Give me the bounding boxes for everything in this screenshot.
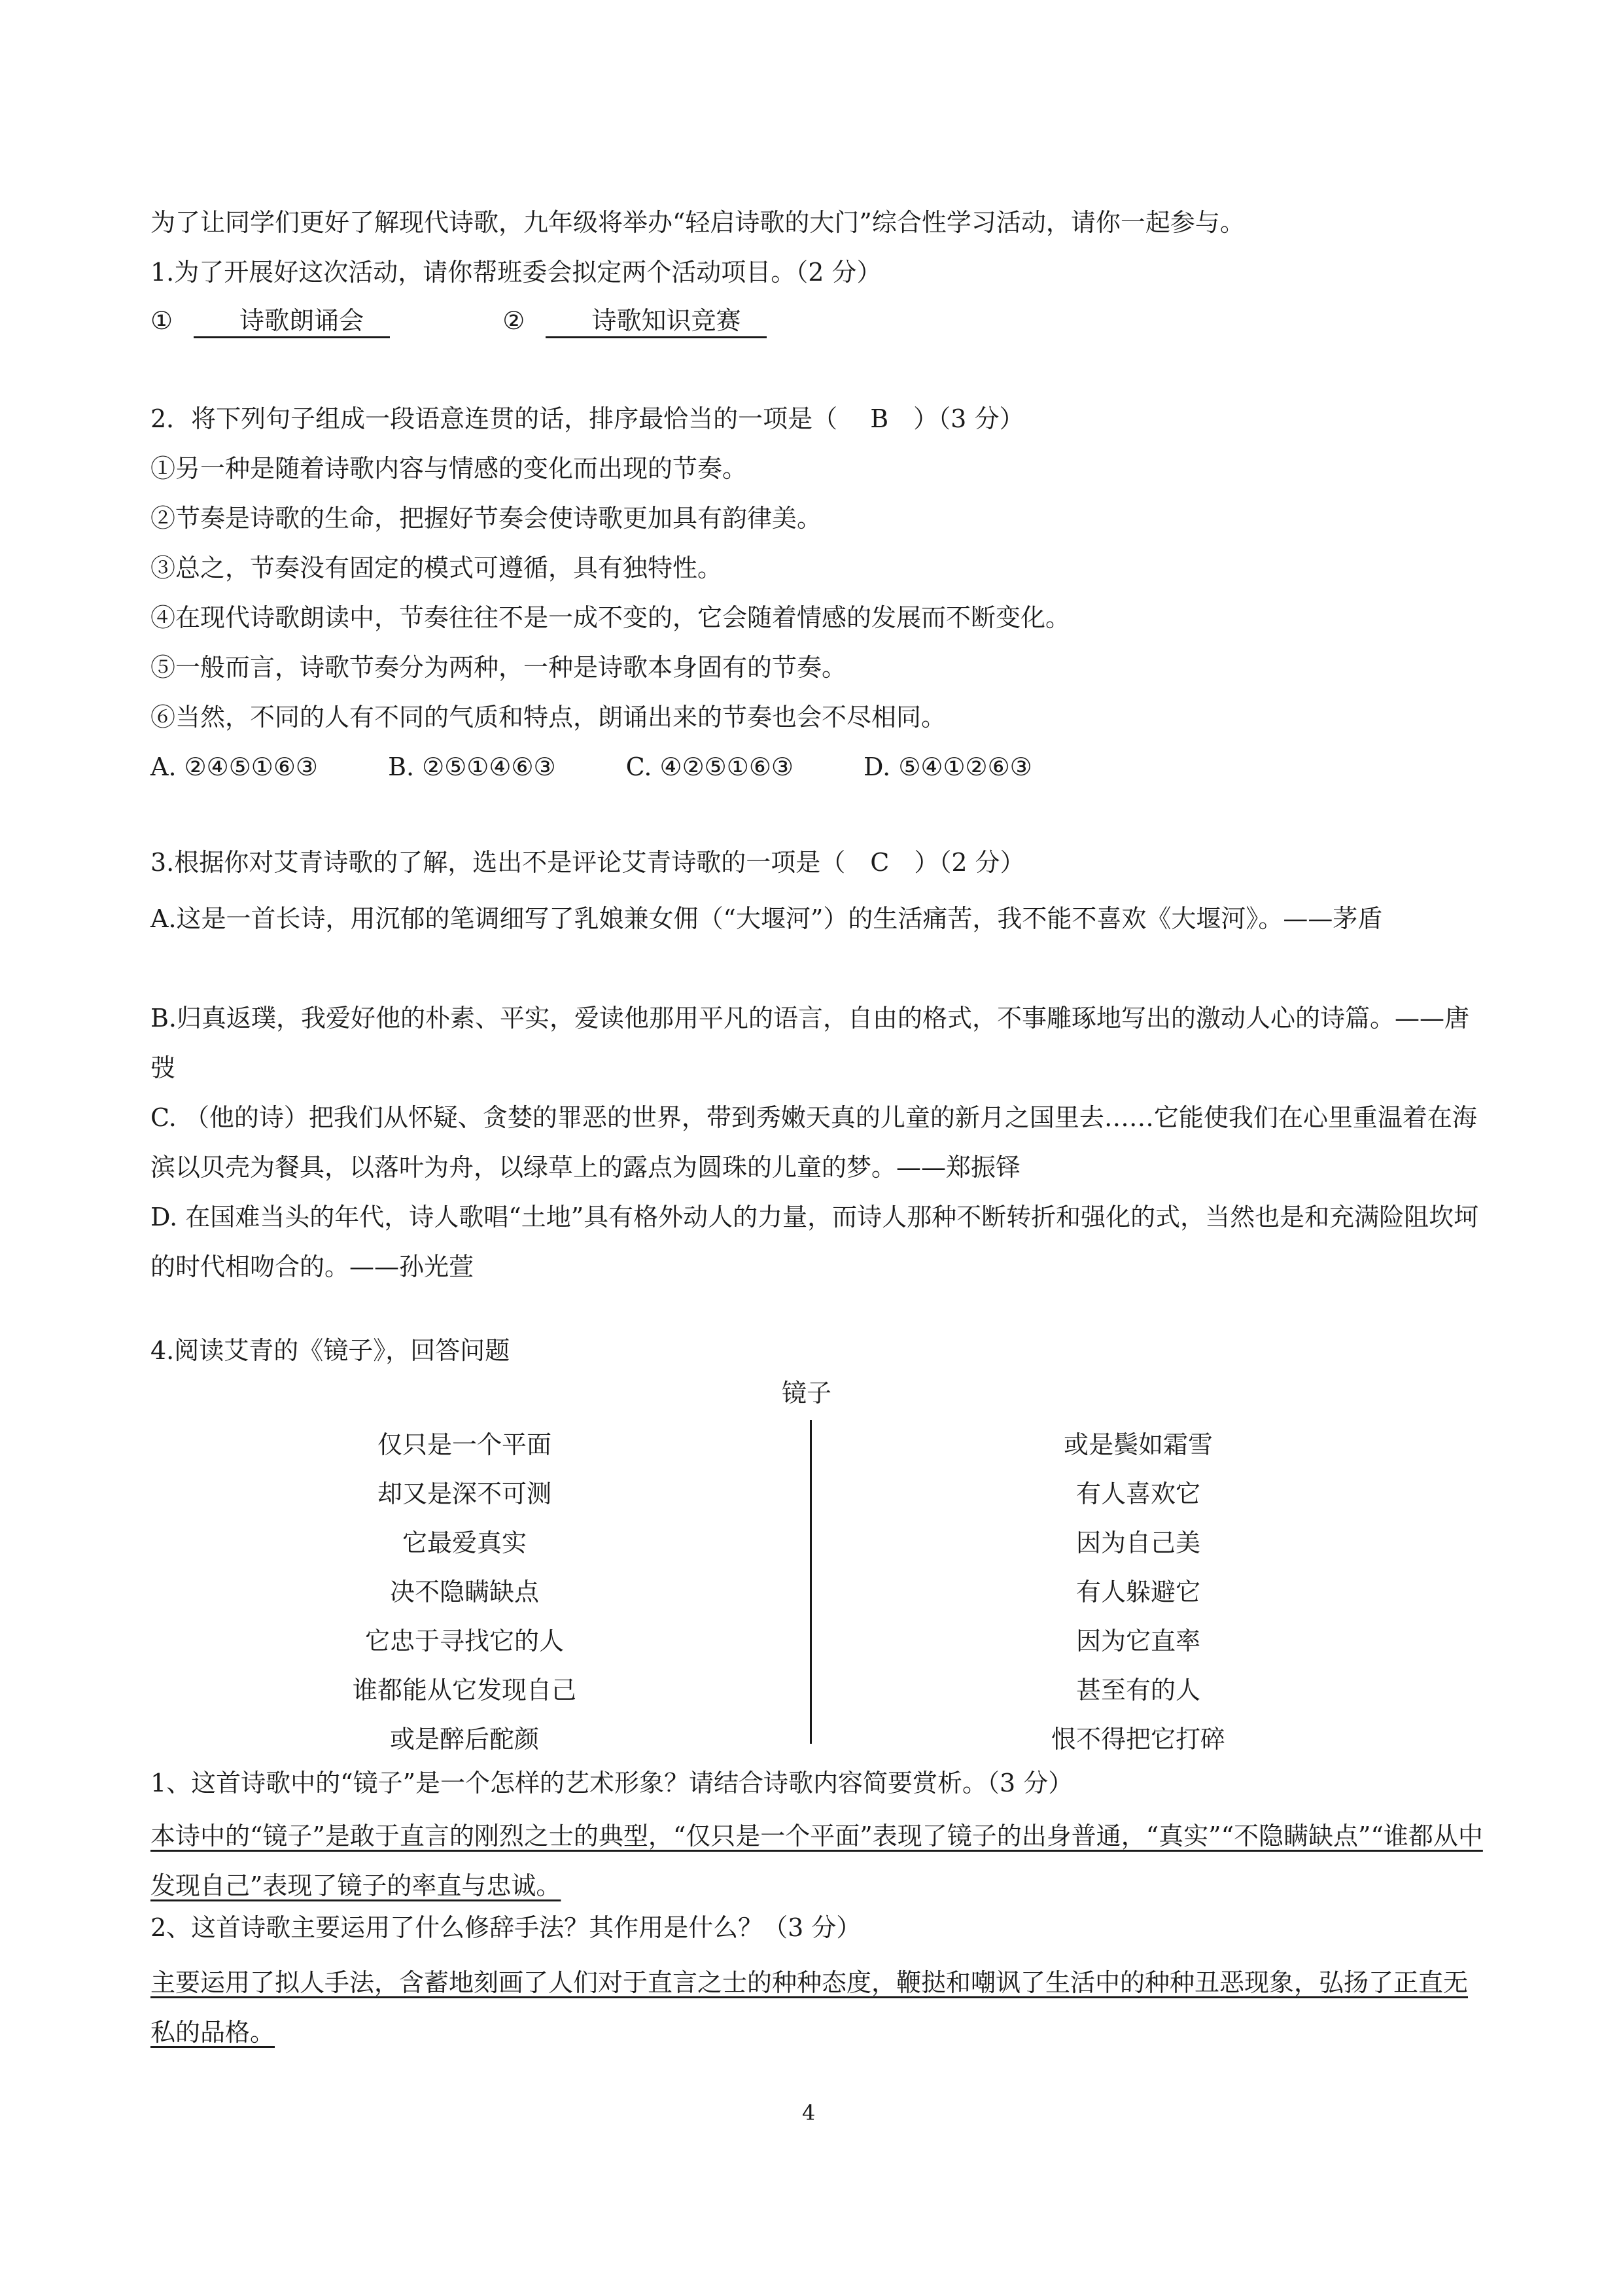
q2-sentence: ①另一种是随着诗歌内容与情感的变化而出现的节奏。 xyxy=(150,454,748,483)
q4-sub1-answer: 本诗中的“镜子”是敢于直言的刚烈之士的典型，“仅只是一个平面”表现了镜子的出身普通，“真实”“不隐瞒缺点”“谁都从中发现自己”表现了镜子的率直与忠诚。 xyxy=(150,1822,1483,1900)
q4-sub2-prompt: 2、这首诗歌主要运用了什么修辞手法？其作用是什么？（3 分） xyxy=(150,1913,862,1942)
q3-option-b: B.归真返璞，我爱好他的朴素、平实，爱读他那用平凡的语言，自由的格式，不事雕琢地写出的激动人心的诗篇。——唐弢 xyxy=(150,1004,1470,1082)
q4-sub1-prompt: 1、这首诗歌中的“镜子”是一个怎样的艺术形象？请结合诗歌内容简要赏析。（3 分） xyxy=(150,1769,1073,1797)
q1-marker-2: ② xyxy=(502,306,525,335)
poem-right-line: 或是鬓如霜雪 xyxy=(1063,1430,1213,1459)
page-number: 4 xyxy=(802,2100,816,2125)
q3-option-d: D. 在国难当头的年代，诗人歌唱“土地”具有格外动人的力量，而诗人那种不断转折和强化的式，当然也是和充满险阻坎坷的时代相吻合的。——孙光萱 xyxy=(150,1203,1479,1281)
poem-left-line: 仅只是一个平面 xyxy=(377,1430,551,1459)
poem-divider xyxy=(810,1420,812,1744)
poem-title: 镜子 xyxy=(782,1379,832,1407)
q2-prompt: 2．将下列句子组成一段语意连贯的话，排序最恰当的一项是（ B ）（3 分） xyxy=(150,404,1024,433)
q1-prompt: 1.为了开展好这次活动，请你帮班委会拟定两个活动项目。（2 分） xyxy=(150,258,882,287)
q1-answer-2: 诗歌知识竞赛 xyxy=(546,305,767,338)
q3-prompt: 3.根据你对艾青诗歌的了解，选出不是评论艾青诗歌的一项是（ C ）（2 分） xyxy=(150,848,1025,877)
q2-sentence: ④在现代诗歌朗读中，节奏往往不是一成不变的，它会随着情感的发展而不断变化。 xyxy=(150,603,1071,632)
q2-option-c: C. ④②⑤①⑥③ xyxy=(625,752,794,781)
q4-prompt: 4.阅读艾青的《镜子》，回答问题 xyxy=(150,1336,510,1365)
poem-left-line: 谁都能从它发现自己 xyxy=(352,1676,576,1704)
poem-left-line: 或是醉后酡颜 xyxy=(389,1725,539,1754)
poem-right-line: 因为自己美 xyxy=(1075,1528,1200,1557)
q2-sentence: ②节奏是诗歌的生命，把握好节奏会使诗歌更加具有韵律美。 xyxy=(150,504,822,533)
q2-option-d: D. ⑤④①②⑥③ xyxy=(864,752,1032,781)
q2-sentence: ③总之，节奏没有固定的模式可遵循，具有独特性。 xyxy=(150,554,723,582)
poem-right-line: 甚至有的人 xyxy=(1075,1676,1200,1704)
poem-left-line: 它忠于寻找它的人 xyxy=(364,1627,564,1655)
poem-right-line: 有人躲避它 xyxy=(1075,1578,1200,1606)
poem-left-line: 它最爱真实 xyxy=(402,1528,527,1557)
poem-left-line: 却又是深不可测 xyxy=(377,1479,551,1508)
q2-sentence: ⑤一般而言，诗歌节奏分为两种，一种是诗歌本身固有的节奏。 xyxy=(150,653,847,682)
q3-option-c: C. （他的诗）把我们从怀疑、贪婪的罪恶的世界，带到秀嫩天真的儿童的新月之国里去……它能使我们在心里重温着在海滨以贝壳为餐具，以落叶为舟，以绿草上的露点为圆珠的儿童的梦。——郑振铎 xyxy=(150,1103,1477,1182)
poem-right-line: 恨不得把它打碎 xyxy=(1051,1725,1225,1754)
q2-option-b: B. ②⑤①④⑥③ xyxy=(388,752,556,781)
q1-answers xyxy=(150,302,767,339)
q2-sentence: ⑥当然，不同的人有不同的气质和特点，朗诵出来的节奏也会不尽相同。 xyxy=(150,703,947,732)
q1-answer-1: 诗歌朗诵会 xyxy=(194,305,390,338)
poem-right-line: 有人喜欢它 xyxy=(1075,1479,1200,1508)
q2-option-a: A. ②④⑤①⑥③ xyxy=(150,752,318,781)
poem-right-line: 因为它直率 xyxy=(1075,1627,1200,1655)
q4-sub2-answer: 主要运用了拟人手法，含蓄地刻画了人们对于直言之士的种种态度，鞭挞和嘲讽了生活中的种种丑恶现象，弘扬了正直无私的品格。 xyxy=(150,1968,1469,2047)
intro-text: 为了让同学们更好了解现代诗歌，九年级将举办“轻启诗歌的大门”综合性学习活动，请你一起参与。 xyxy=(150,208,1245,237)
q3-option-a: A.这是一首长诗，用沉郁的笔调细写了乳娘兼女佣（“大堰河”）的生活痛苦，我不能不喜欢《大堰河》。——茅盾 xyxy=(150,904,1383,933)
q1-marker-1: ① xyxy=(150,306,173,335)
poem-left-line: 决不隐瞒缺点 xyxy=(389,1578,539,1606)
q2-options xyxy=(150,749,1032,785)
